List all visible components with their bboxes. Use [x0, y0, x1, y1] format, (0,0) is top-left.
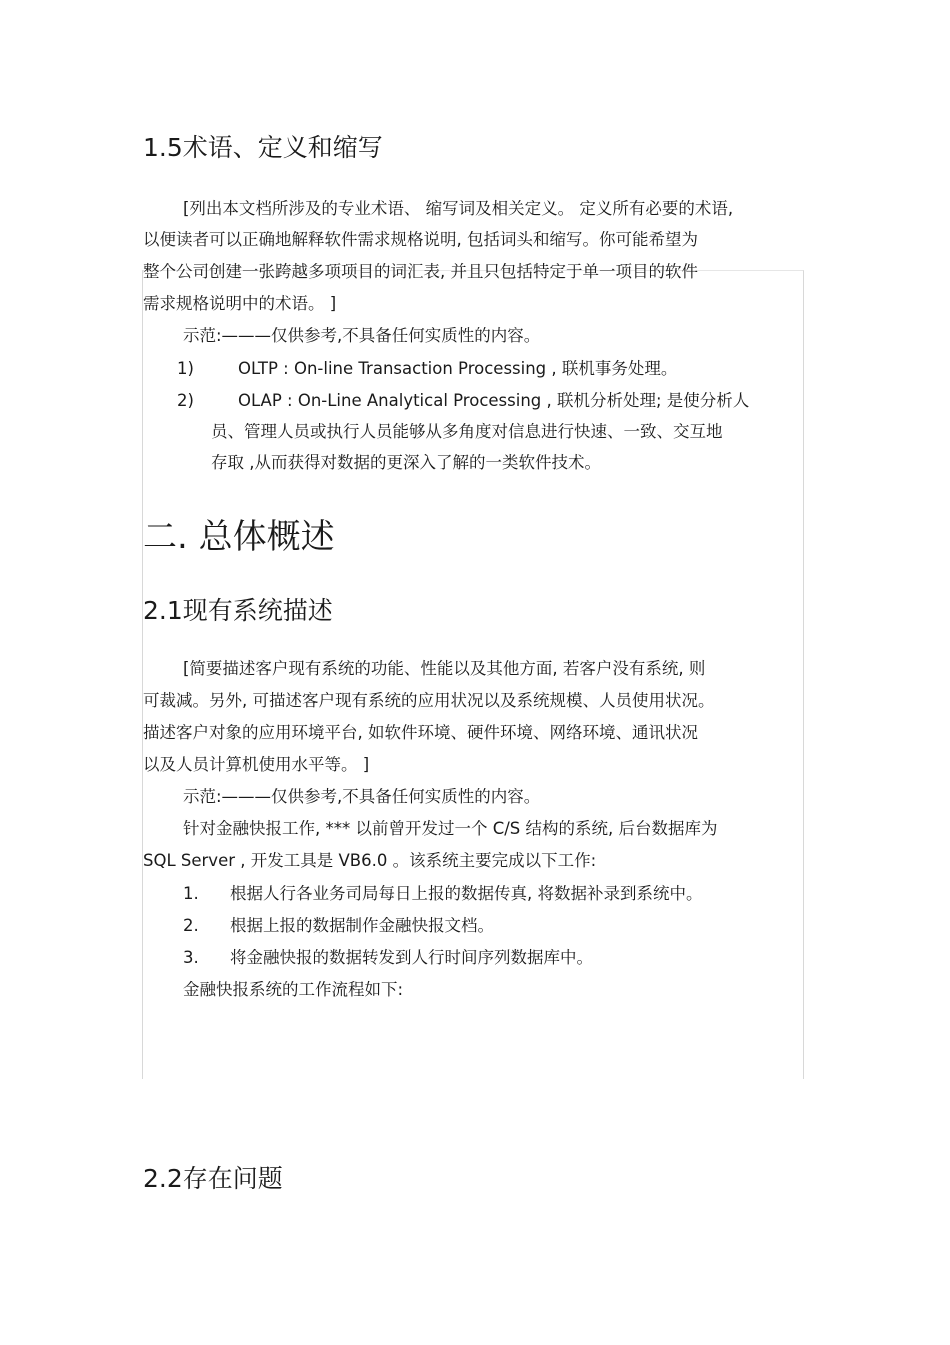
- paragraph-line: 描述客户对象的应用环境平台, 如软件环境、硬件环境、网络环境、通讯状况: [143, 723, 698, 742]
- list-number: 2.: [183, 916, 199, 935]
- list-number: 2): [177, 391, 194, 410]
- list-number: 3.: [183, 948, 199, 967]
- list-item-text: OLAP : On-Line Analytical Processing , 联机分析处理; 是使分析人: [238, 391, 750, 410]
- list-item-text: 根据上报的数据制作金融快报文档。: [230, 916, 494, 935]
- list-number: 1.: [183, 884, 199, 903]
- paragraph-line: 需求规格说明中的术语。 ]: [143, 294, 337, 313]
- chapter-heading: 二. 总体概述: [143, 517, 335, 557]
- list-number: 1): [177, 359, 194, 378]
- paragraph-line: 整个公司创建一张跨越多项项目的词汇表, 并且只包括特定于单一项目的软件: [143, 262, 698, 281]
- paragraph-line: [简要描述客户现有系统的功能、性能以及其他方面, 若客户没有系统, 则: [183, 659, 706, 678]
- list-item-text: 将金融快报的数据转发到人行时间序列数据库中。: [230, 948, 593, 967]
- flow-caption: 金融快报系统的工作流程如下:: [183, 980, 404, 999]
- list-item-text: OLTP : On-line Transaction Processing , 联机事务处理。: [238, 359, 678, 378]
- paragraph-line: [列出本文档所涉及的专业术语、 缩写词及相关定义。 定义所有必要的术语,: [183, 199, 734, 218]
- list-item-text: 存取 ,从而获得对数据的更深入了解的一类软件技术。: [211, 453, 601, 472]
- paragraph-line: SQL Server , 开发工具是 VB6.0 。该系统主要完成以下工作:: [143, 851, 597, 870]
- example-note: 示范:———仅供参考,不具备任何实质性的内容。: [183, 787, 541, 806]
- section-heading-2-2: 2.2存在问题: [143, 1164, 283, 1193]
- section-heading-2-1: 2.1现有系统描述: [143, 596, 333, 625]
- paragraph-line: 针对金融快报工作, *** 以前曾开发过一个 C/S 结构的系统, 后台数据库为: [183, 819, 718, 838]
- paragraph-line: 以及人员计算机使用水平等。 ]: [143, 755, 370, 774]
- list-item-text: 员、管理人员或执行人员能够从多角度对信息进行快速、一致、交互地: [211, 422, 723, 441]
- section-heading-1-5: 1.5术语、定义和缩写: [143, 133, 383, 162]
- paragraph-line: 可裁减。另外, 可描述客户现有系统的应用状况以及系统规模、人员使用状况。: [143, 691, 715, 710]
- list-item-text: 根据人行各业务司局每日上报的数据传真, 将数据补录到系统中。: [230, 884, 703, 903]
- paragraph-line: 以便读者可以正确地解释软件需求规格说明, 包括词头和缩写。你可能希望为: [143, 230, 698, 249]
- example-note: 示范:———仅供参考,不具备任何实质性的内容。: [183, 326, 541, 345]
